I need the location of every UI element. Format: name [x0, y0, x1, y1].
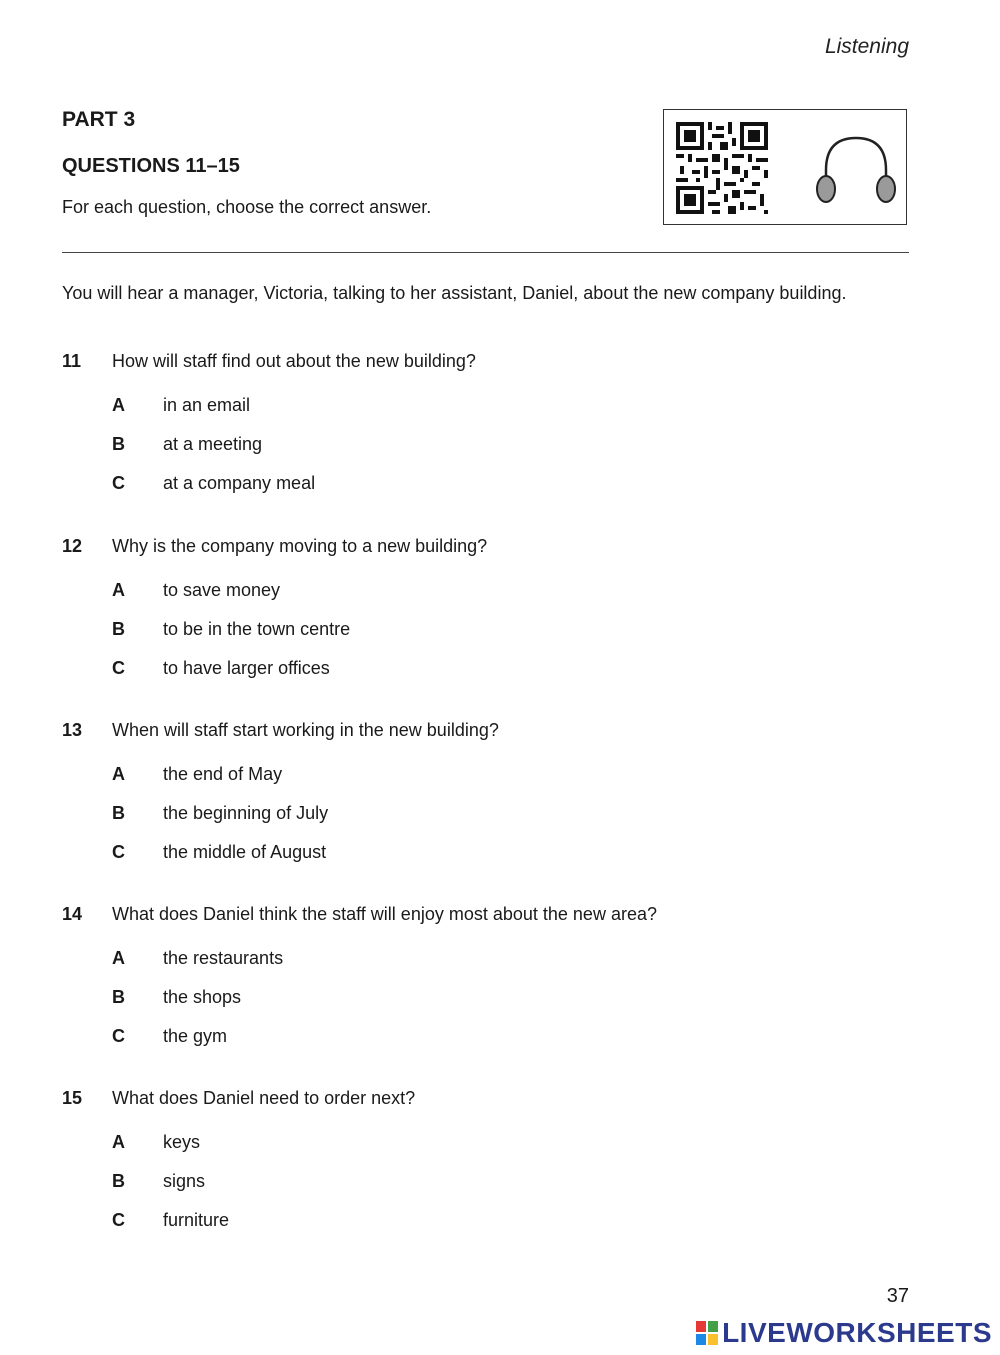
answer-option-b[interactable]	[62, 800, 942, 839]
option-text: the middle of August	[163, 842, 327, 862]
option-letter: B	[112, 434, 125, 454]
intro-text: You will hear a manager, Victoria, talking to her assistant, Daniel, about the new company building.	[62, 283, 847, 303]
option-text: signs	[163, 1171, 206, 1191]
option-text: to have larger offices	[163, 658, 330, 678]
answer-option-c[interactable]	[62, 839, 942, 878]
answer-option-a[interactable]	[62, 1129, 942, 1168]
option-text: to save money	[163, 580, 281, 600]
question-13	[62, 717, 942, 878]
answer-option-b[interactable]	[62, 616, 942, 655]
instruction-text: For each question, choose the correct answer.	[62, 197, 432, 217]
liveworksheets-brand	[696, 1317, 992, 1349]
option-text: to be in the town centre	[163, 619, 351, 639]
option-text: keys	[163, 1132, 201, 1152]
option-letter: C	[112, 1210, 125, 1230]
option-text: in an email	[163, 395, 251, 415]
answer-option-c[interactable]	[62, 655, 942, 694]
option-letter: B	[112, 803, 125, 823]
question-number: 12	[62, 536, 83, 556]
option-letter: B	[112, 987, 125, 1007]
option-text: the beginning of July	[163, 803, 329, 823]
option-letter: A	[112, 764, 125, 784]
answer-option-b[interactable]	[62, 1168, 942, 1207]
question-15	[62, 1085, 942, 1246]
option-letter: C	[112, 473, 125, 493]
option-letter: C	[112, 658, 125, 678]
answer-option-b[interactable]	[62, 431, 942, 470]
option-letter: A	[112, 580, 125, 600]
question-14	[62, 901, 942, 1062]
answer-option-c[interactable]	[62, 1207, 942, 1246]
option-letter: B	[112, 1171, 125, 1191]
answer-option-c[interactable]	[62, 1023, 942, 1062]
question-text: Why is the company moving to a new building?	[112, 536, 488, 556]
option-letter: A	[112, 948, 125, 968]
question-text: When will staff start working in the new building?	[112, 720, 499, 740]
question-number: 14	[62, 904, 83, 924]
section-label: Listening	[824, 35, 909, 58]
option-letter: A	[112, 1132, 125, 1152]
option-letter: C	[112, 1026, 125, 1046]
brand-text: LIVEWORKSHEETS	[722, 1317, 992, 1348]
headphones-icon	[814, 132, 898, 210]
option-letter: C	[112, 842, 125, 862]
option-letter: B	[112, 619, 125, 639]
option-text: the restaurants	[163, 948, 284, 968]
audio-media-box	[663, 109, 907, 225]
question-11	[62, 348, 942, 509]
option-text: at a meeting	[163, 434, 263, 454]
option-text: furniture	[163, 1210, 230, 1230]
question-number: 11	[62, 351, 82, 371]
option-text: at a company meal	[163, 473, 316, 493]
question-text: What does Daniel need to order next?	[112, 1088, 416, 1108]
answer-option-a[interactable]	[62, 945, 942, 984]
question-12	[62, 533, 942, 694]
part-title: PART 3	[62, 108, 136, 131]
answer-option-c[interactable]	[62, 470, 942, 509]
option-text: the gym	[163, 1026, 228, 1046]
answer-option-a[interactable]	[62, 577, 942, 616]
qr-code-icon[interactable]	[676, 122, 768, 214]
answer-option-a[interactable]	[62, 761, 942, 800]
answer-option-a[interactable]	[62, 392, 942, 431]
option-text: the end of May	[163, 764, 283, 784]
question-text: What does Daniel think the staff will enjoy most about the new area?	[112, 904, 657, 924]
option-text: the shops	[163, 987, 242, 1007]
question-text: How will staff find out about the new building?	[112, 351, 476, 371]
questions-title: QUESTIONS 11–15	[62, 155, 240, 177]
page-number: 37	[886, 1285, 909, 1307]
question-number: 15	[62, 1088, 83, 1108]
divider	[62, 252, 909, 253]
question-number: 13	[62, 720, 83, 740]
answer-option-b[interactable]	[62, 984, 942, 1023]
option-letter: A	[112, 395, 125, 415]
liveworksheets-logo-icon	[696, 1321, 718, 1345]
